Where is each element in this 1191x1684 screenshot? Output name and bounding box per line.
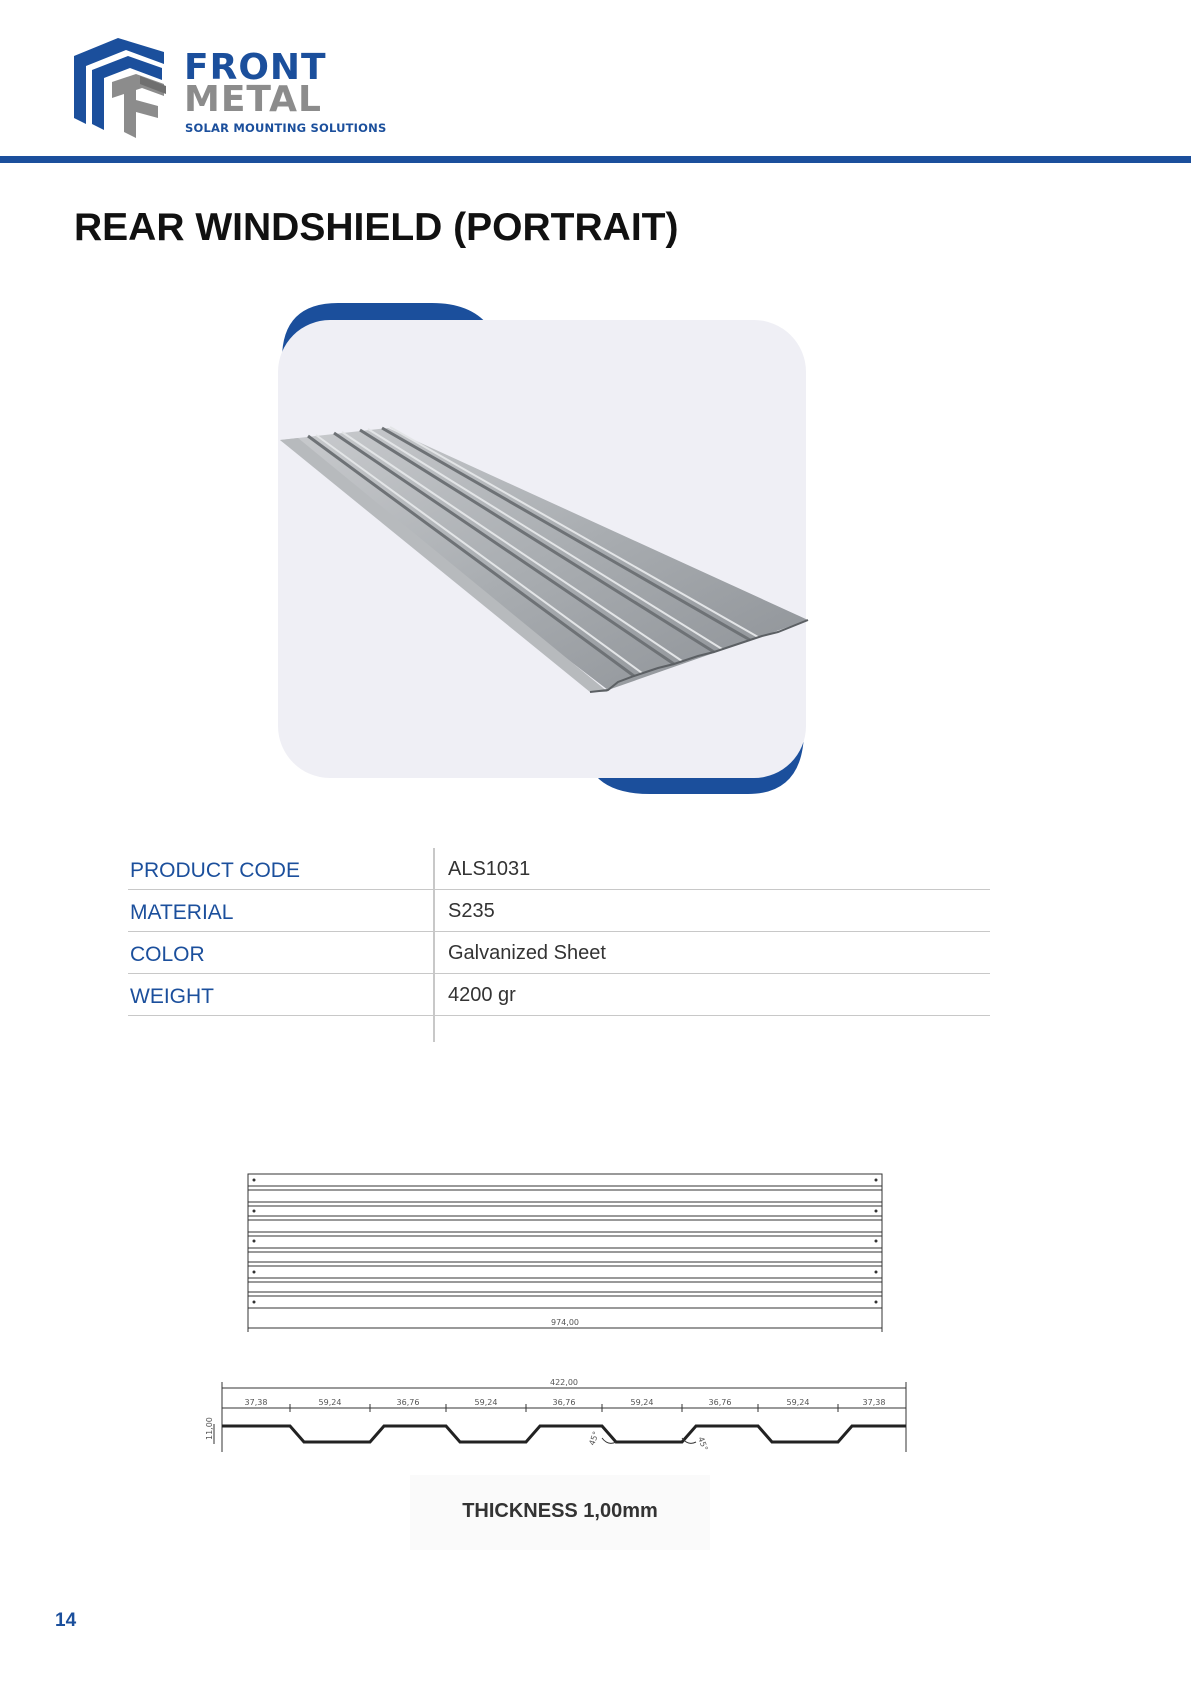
page-number: 14	[55, 1610, 77, 1631]
plan-view-drawing	[240, 1168, 890, 1338]
dim-segment-3: 36,76	[396, 1398, 420, 1407]
table-row	[128, 890, 990, 932]
table-row	[128, 974, 990, 1016]
dim-segment-6: 59,24	[630, 1398, 654, 1407]
dim-height: 11,00	[205, 1417, 214, 1440]
dim-angle-1: 45°	[587, 1430, 601, 1447]
dim-angle-2: 45°	[696, 1435, 710, 1453]
spec-value-material: S235	[448, 900, 495, 922]
spec-value-color: Galvanized Sheet	[448, 942, 606, 964]
brand-name-metal: METAL	[184, 79, 322, 120]
header-divider	[0, 156, 1191, 163]
spec-label-product-code: PRODUCT CODE	[130, 859, 300, 882]
dim-segment-8: 59,24	[786, 1398, 810, 1407]
table-row	[128, 932, 990, 974]
cross-section-drawing	[206, 1372, 916, 1472]
logo-mark-icon	[74, 34, 174, 138]
spec-label-weight: WEIGHT	[130, 985, 214, 1008]
spec-label-color: COLOR	[130, 943, 205, 966]
brand-tagline: SOLAR MOUNTING SOLUTIONS	[185, 121, 387, 135]
dim-plan-length: 974,00	[551, 1318, 579, 1327]
thickness-note: THICKNESS 1,00mm	[462, 1500, 658, 1522]
windshield-photo-icon	[278, 320, 806, 778]
brand-name-front: FRONT	[184, 47, 327, 88]
dim-segment-1: 37,38	[244, 1398, 268, 1407]
product-photo	[278, 320, 806, 778]
dim-total-width: 422,00	[550, 1378, 578, 1387]
company-logo	[74, 34, 174, 138]
spec-label-material: MATERIAL	[130, 901, 234, 924]
table-row	[128, 848, 990, 890]
dim-segment-4: 59,24	[474, 1398, 498, 1407]
dim-segment-5: 36,76	[552, 1398, 576, 1407]
dim-segment-7: 36,76	[708, 1398, 732, 1407]
spec-table	[128, 848, 990, 1016]
spec-value-product-code: ALS1031	[448, 858, 531, 880]
page-title: REAR WINDSHIELD (PORTRAIT)	[74, 206, 679, 249]
dim-segment-9: 37,38	[862, 1398, 886, 1407]
spec-value-weight: 4200 gr	[448, 984, 516, 1006]
dim-segment-2: 59,24	[318, 1398, 342, 1407]
